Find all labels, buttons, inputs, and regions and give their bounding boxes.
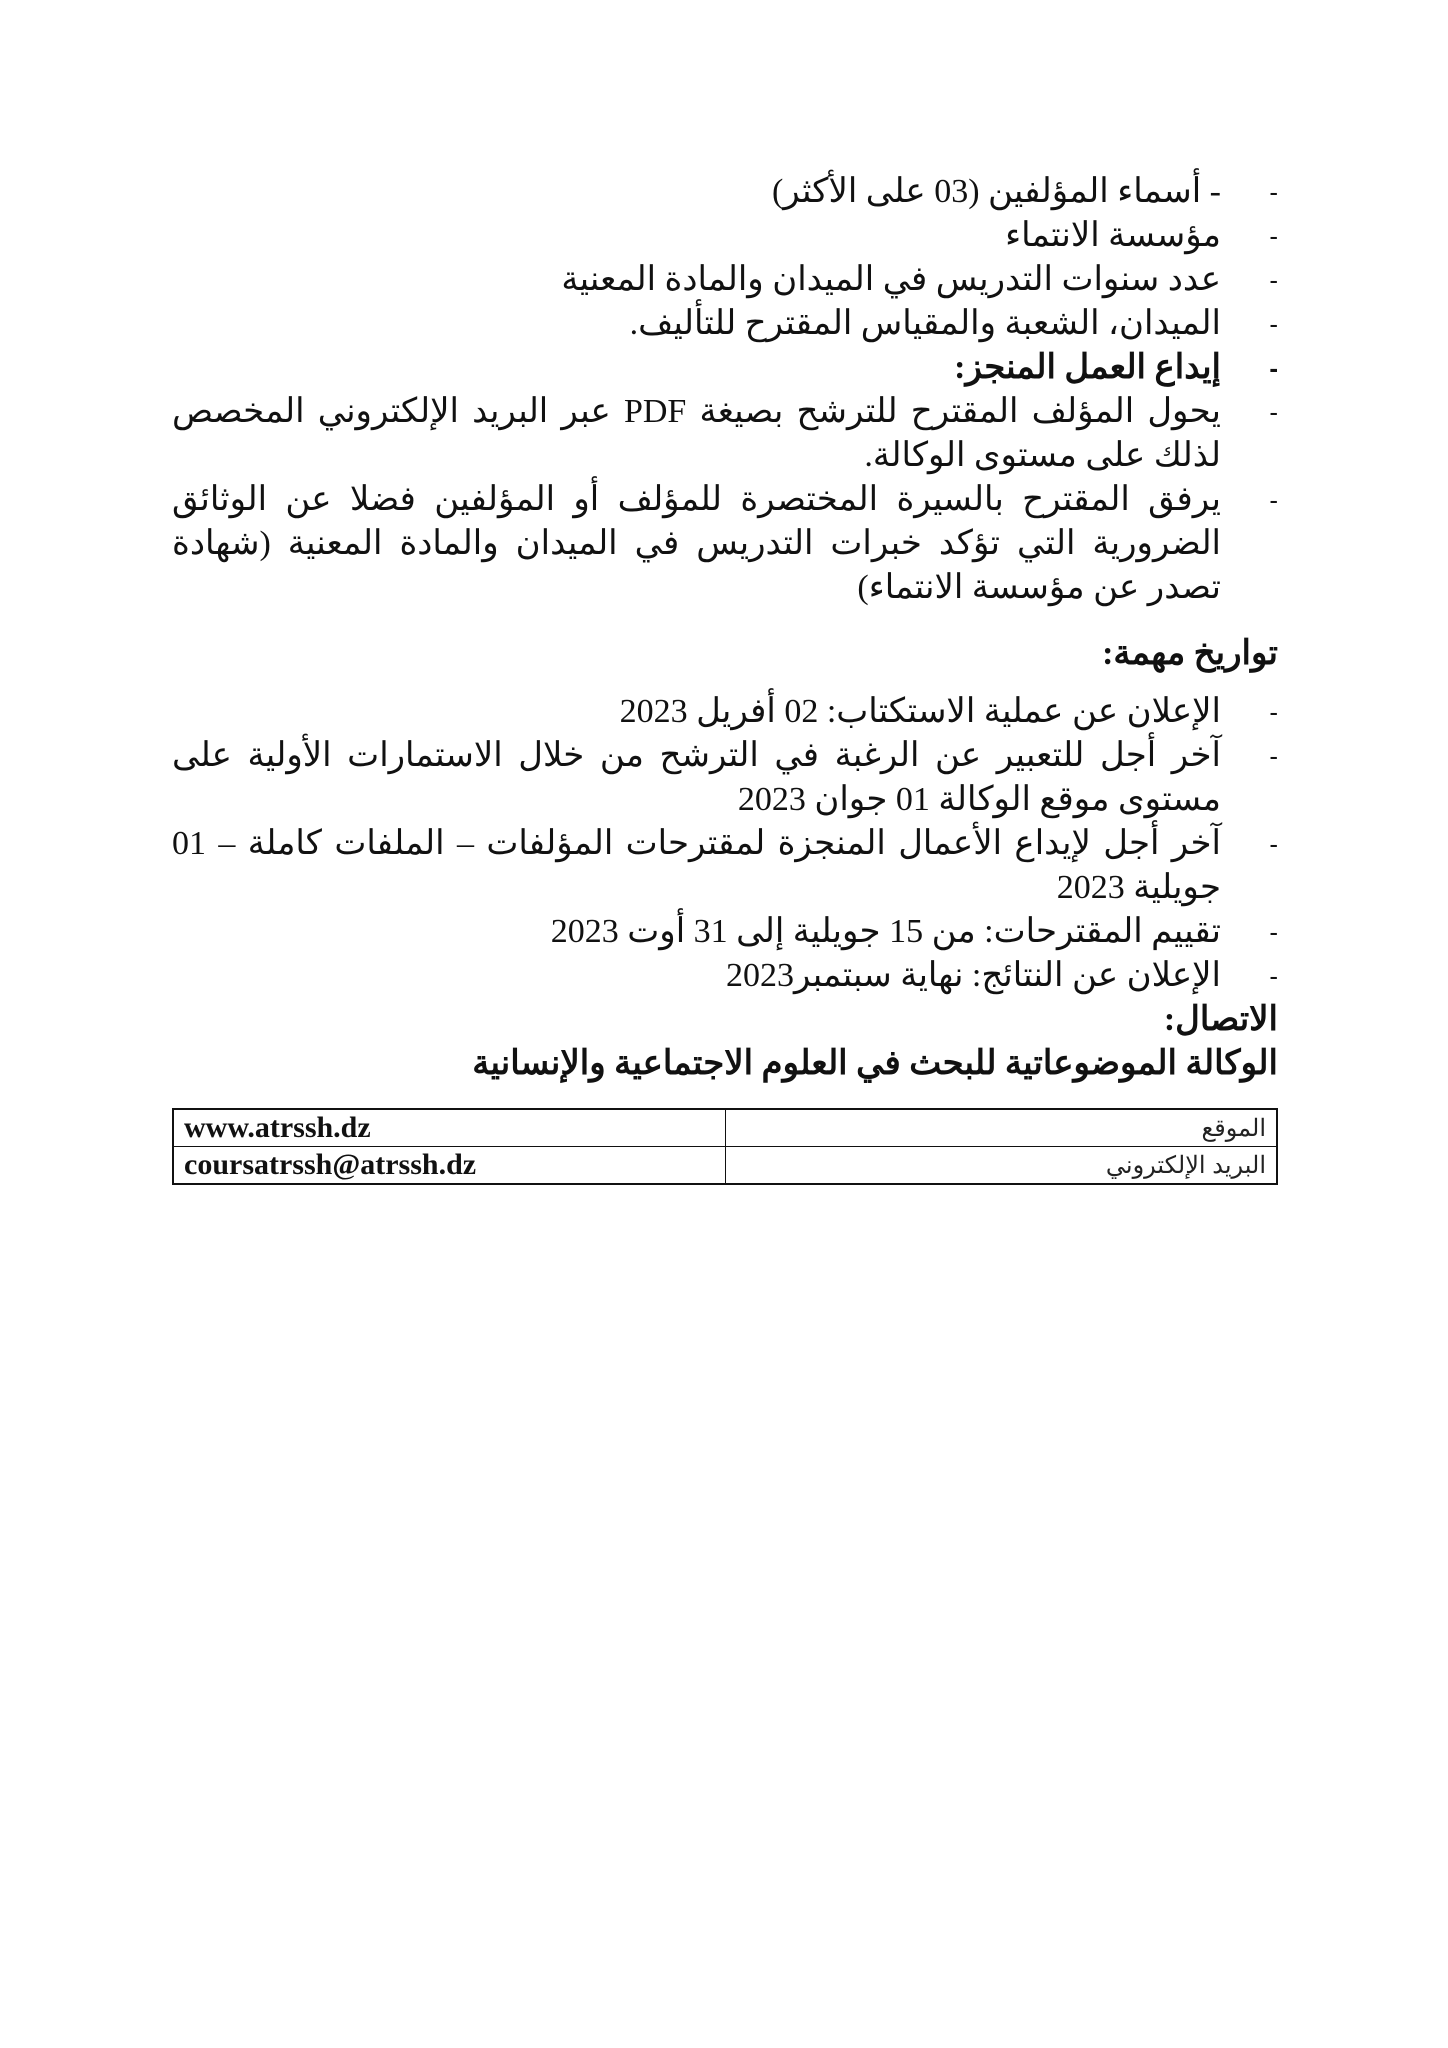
list-item: - يرفق المقترح بالسيرة المختصرة للمؤلف أو المؤلفين فضلا عن الوثائق الضرورية التي تؤكد خبرات التدريس في الميدان والمادة المعنية (شهادة تصدر عن مؤسسة الانتماء) — [172, 478, 1278, 610]
website-value[interactable]: www.atrssh.dz — [173, 1109, 725, 1147]
list-item: - مؤسسة الانتماء — [172, 214, 1278, 258]
list-item: - - أسماء المؤلفين (03 على الأكثر) — [172, 170, 1278, 214]
list-item: - الميدان، الشعبة والمقياس المقترح للتأليف. — [172, 302, 1278, 346]
list-item: - آخر أجل لإيداع الأعمال المنجزة لمقترحات المؤلفات – الملفات كاملة – 01 جويلية 2023 — [172, 822, 1278, 910]
website-label: الموقع — [725, 1109, 1277, 1147]
requirements-list — [172, 170, 1278, 610]
table-row — [173, 1109, 1277, 1147]
list-item: - عدد سنوات التدريس في الميدان والمادة المعنية — [172, 258, 1278, 302]
contact-section — [172, 998, 1278, 1086]
list-item: - آخر أجل للتعبير عن الرغبة في الترشح من خلال الاستمارات الأولية على مستوى موقع الوكالة 01 جوان 2023 — [172, 734, 1278, 822]
document-body — [172, 170, 1278, 1086]
agency-name: الوكالة الموضوعاتية للبحث في العلوم الاجتماعية والإنسانية — [472, 1045, 1278, 1082]
important-dates-heading: تواريخ مهمة: — [1102, 635, 1278, 672]
email-label: البريد الإلكتروني — [725, 1147, 1277, 1185]
list-item: - تقييم المقترحات: من 15 جويلية إلى 31 أوت 2023 — [172, 910, 1278, 954]
list-item: - يحول المؤلف المقترح للترشح بصيغة PDF عبر البريد الإلكتروني المخصص لذلك على مستوى الوكالة. — [172, 390, 1278, 478]
list-item: - الإعلان عن عملية الاستكتاب: 02 أفريل 2023 — [172, 690, 1278, 734]
contact-table — [172, 1108, 1278, 1185]
list-item: - الإعلان عن النتائج: نهاية سبتمبر2023 — [172, 954, 1278, 998]
important-dates-list — [172, 690, 1278, 998]
email-value[interactable]: coursatrssh@atrssh.dz — [173, 1147, 725, 1185]
submission-heading: - إيداع العمل المنجز: — [172, 346, 1278, 390]
table-row — [173, 1147, 1277, 1185]
contact-heading: الاتصال: — [1163, 1001, 1278, 1038]
